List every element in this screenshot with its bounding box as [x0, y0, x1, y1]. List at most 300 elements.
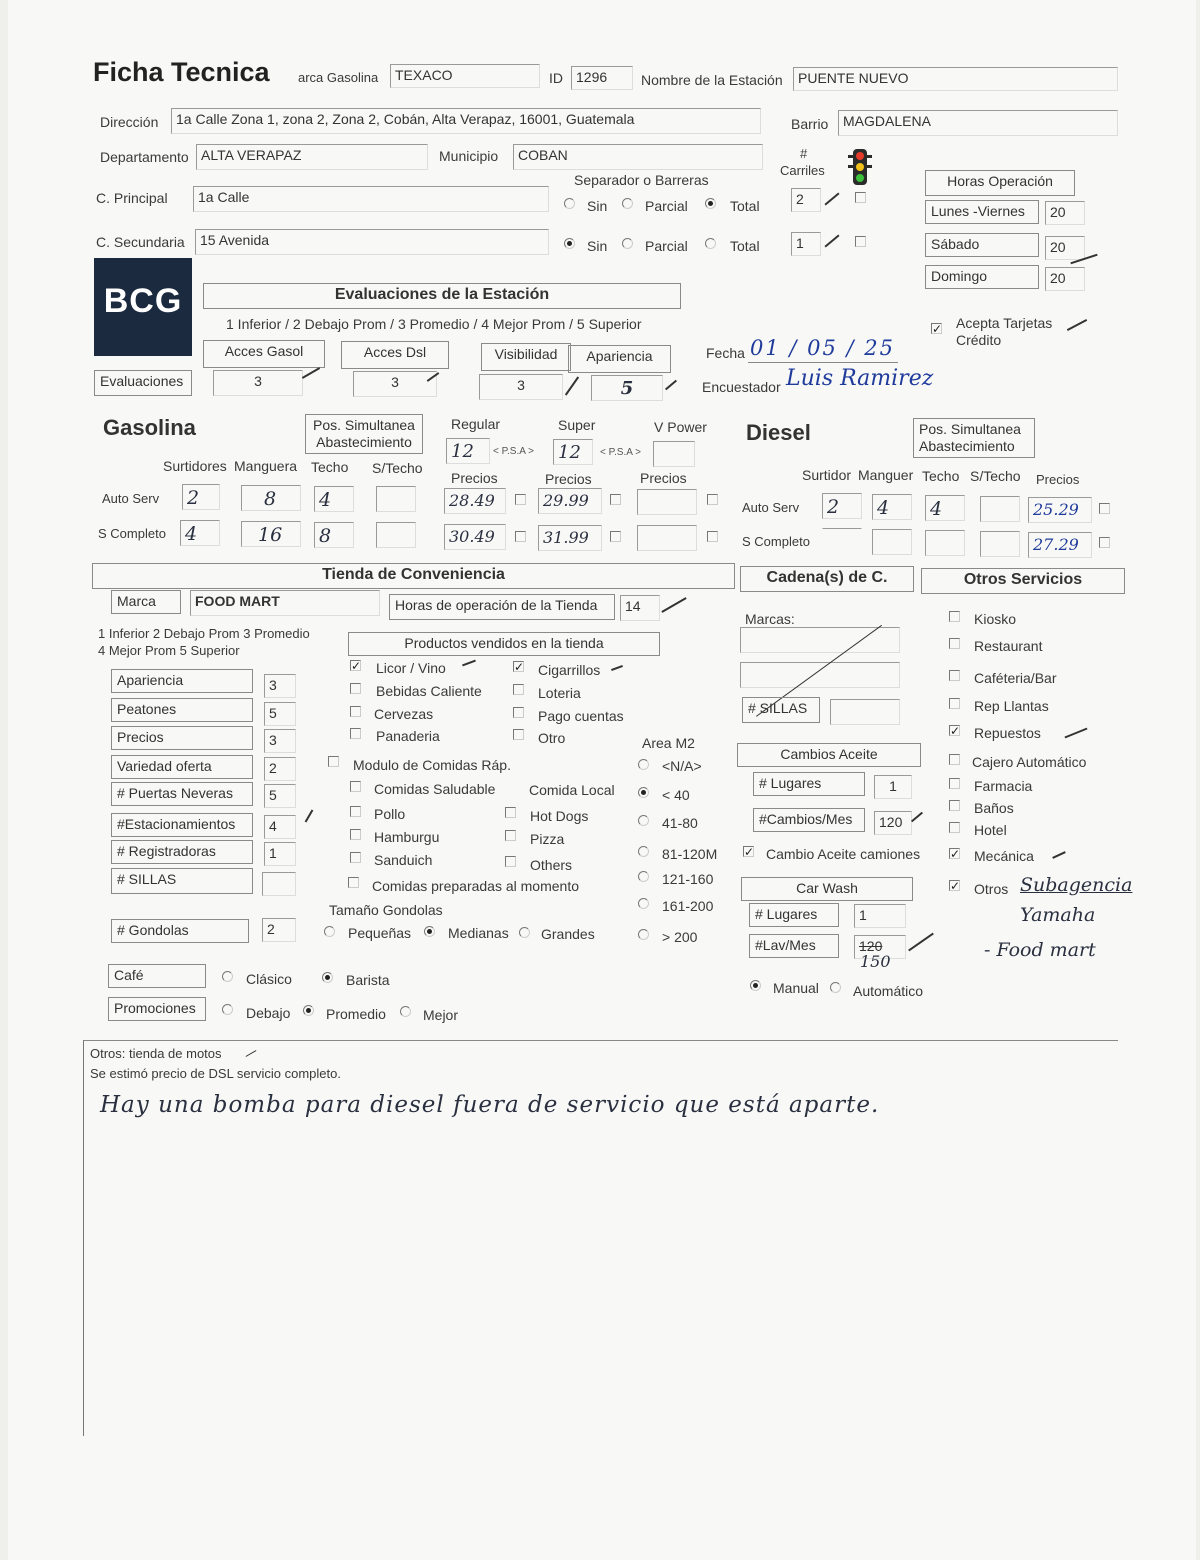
- gas-auto-super-price[interactable]: [538, 488, 602, 514]
- debajo-label: Debajo: [246, 1005, 291, 1021]
- apariencia-value: 5: [620, 378, 634, 399]
- comidas-saludable-checkbox[interactable]: [350, 781, 361, 792]
- cadena-sillas-field[interactable]: [830, 699, 900, 725]
- cambios-mes-label: #Cambios/Mes: [753, 808, 865, 832]
- carwash-lugares-field[interactable]: 1: [854, 904, 906, 928]
- horas-row-label: Lunes -Viernes: [925, 200, 1039, 224]
- cervezas-label: Cervezas: [374, 706, 434, 722]
- area-option: 81-120M: [662, 846, 718, 862]
- precios-regular-label: Precios: [451, 470, 498, 486]
- rating-field-registradoras[interactable]: 1: [264, 842, 296, 866]
- car-wash-title: Car Wash: [741, 877, 913, 901]
- diesel-comp-stecho[interactable]: [980, 531, 1020, 557]
- rating-field-apariencia[interactable]: 3: [264, 674, 296, 698]
- diesel-auto-serv-label: Auto Serv: [742, 500, 800, 515]
- otro-label: Otro: [538, 730, 566, 746]
- area-radio[interactable]: [638, 898, 649, 909]
- nombre-label: Nombre de la Estación: [641, 72, 783, 88]
- pizza-checkbox[interactable]: [505, 830, 516, 841]
- id-field[interactable]: 1296: [571, 66, 633, 90]
- diesel-pos-sim-label: Pos. Simultanea Abastecimiento: [913, 418, 1035, 458]
- gas-comp-vpower-checkbox[interactable]: [707, 531, 718, 542]
- bcg-logo: [94, 258, 192, 356]
- separador2-parcial-label: Parcial: [645, 238, 688, 254]
- gas-comp-super-checkbox[interactable]: [610, 531, 621, 542]
- restaurant-checkbox[interactable]: [949, 638, 960, 649]
- cafe-label: Café: [108, 964, 206, 988]
- municipio-label: Municipio: [439, 148, 499, 164]
- gas-comp-regular-value: 30.49: [449, 527, 495, 546]
- horas-operacion-title: Horas Operación: [925, 170, 1075, 196]
- panaderia-label: Panaderia: [376, 728, 440, 744]
- separador2-sin-label: Sin: [587, 238, 608, 254]
- psa-label: < P.S.A >: [600, 447, 641, 458]
- cadena-sillas-label: # SILLAS: [742, 697, 820, 723]
- traffic-light-icon: [848, 148, 870, 184]
- otros-item-label: Cajero Automático: [972, 754, 1087, 770]
- departamento-field[interactable]: ALTA VERAPAZ: [196, 144, 428, 170]
- productos-title: Productos vendidos en la tienda: [348, 632, 660, 656]
- cervezas-checkbox[interactable]: [350, 706, 361, 717]
- cajero-checkbox[interactable]: [949, 754, 960, 765]
- comidas-prep-checkbox[interactable]: [348, 877, 359, 888]
- super-label: Super: [558, 417, 596, 433]
- col-surtidores: Surtidores: [163, 458, 227, 474]
- gas-auto-techo-value: 4: [319, 489, 332, 511]
- gasolina-title: Gasolina: [103, 415, 196, 440]
- gas-auto-manguera[interactable]: [241, 485, 301, 511]
- mejor-radio[interactable]: [400, 1006, 411, 1017]
- notes-line-2: Se estimó precio de DSL servicio completo.: [90, 1066, 341, 1081]
- gas-auto-techo[interactable]: [314, 486, 354, 512]
- area-radio[interactable]: [638, 846, 649, 857]
- tienda-horas-field[interactable]: 14: [620, 595, 660, 621]
- gondolas-field[interactable]: 2: [262, 918, 296, 942]
- otros-item-label: Mecánica: [974, 848, 1034, 864]
- csecundaria-field[interactable]: 15 Avenida: [195, 229, 549, 255]
- gas-comp-stecho[interactable]: [376, 522, 416, 548]
- gas-comp-regular-checkbox[interactable]: [515, 531, 526, 542]
- otros-item-label: Rep Llantas: [974, 698, 1049, 714]
- carriles-hash: #: [800, 146, 808, 161]
- nombre-field[interactable]: PUENTE NUEVO: [793, 67, 1118, 91]
- clasico-label: Clásico: [246, 971, 292, 987]
- id-label: ID: [549, 70, 563, 86]
- otros-note-yamaha: Yamaha: [1020, 904, 1096, 926]
- pago-cuentas-checkbox[interactable]: [513, 707, 524, 718]
- check-mark: [824, 192, 839, 205]
- col-stecho: S/Techo: [372, 460, 423, 476]
- direccion-field[interactable]: 1a Calle Zona 1, zona 2, Zona 2, Cobán, Alta Verapaz, 16001, Guatemala: [171, 108, 761, 134]
- fecha-underline: [748, 362, 898, 363]
- marca-label: arca Gasolina: [298, 70, 379, 85]
- hot-dogs-label: Hot Dogs: [530, 808, 589, 824]
- clasico-radio[interactable]: [222, 971, 233, 982]
- precios-vpower-label: Precios: [640, 470, 687, 486]
- cambios-aceite-title: Cambios Aceite: [737, 743, 921, 767]
- bebidas-label: Bebidas Caliente: [376, 683, 482, 699]
- barrio-label: Barrio: [791, 116, 829, 132]
- kiosko-checkbox[interactable]: [949, 611, 960, 622]
- auto-serv-label: Auto Serv: [102, 491, 160, 506]
- diesel-title: Diesel: [746, 420, 811, 445]
- evaluaciones-title: Evaluaciones de la Estación: [203, 283, 681, 309]
- diesel-comp-price-checkbox[interactable]: [1099, 537, 1110, 548]
- gas-auto-regular-price[interactable]: [444, 488, 506, 514]
- lav-mes-old-value: 120: [859, 938, 883, 954]
- horas-domingo-field[interactable]: 20: [1045, 267, 1085, 291]
- gas-comp-techo[interactable]: [314, 522, 354, 548]
- col-techo: Techo: [311, 459, 349, 475]
- departamento-label: Departamento: [100, 149, 189, 165]
- marca-field[interactable]: TEXACO: [390, 64, 540, 88]
- otros-note-foodmart: - Food mart: [984, 939, 1096, 961]
- area-radio[interactable]: [638, 929, 649, 940]
- grandes-label: Grandes: [541, 926, 595, 942]
- modulo-comidas-checkbox[interactable]: [328, 756, 339, 767]
- rating-field-precios[interactable]: 3: [264, 729, 296, 753]
- pequenas-label: Pequeñas: [348, 925, 412, 941]
- carriles-row2-checkbox[interactable]: [855, 236, 866, 247]
- otros-item-label: Hotel: [974, 822, 1007, 838]
- horas-sabado-field[interactable]: 20: [1045, 236, 1085, 260]
- rating-label: Peatones: [111, 698, 253, 722]
- sanduich-checkbox[interactable]: [350, 852, 361, 863]
- gas-auto-surtidores-value: 2: [187, 487, 200, 509]
- gas-auto-manguera-value: 8: [264, 488, 277, 510]
- fecha-label: Fecha: [706, 345, 745, 361]
- rating-label: Apariencia: [111, 669, 253, 693]
- otros-checkbox[interactable]: ✓: [950, 879, 961, 893]
- tamano-gondolas-label: Tamaño Gondolas: [329, 902, 443, 918]
- separador-sin-label: Sin: [587, 198, 608, 214]
- cambios-lugares-field[interactable]: 1: [874, 775, 912, 799]
- pago-cuentas-label: Pago cuentas: [538, 708, 624, 724]
- area-radio[interactable]: [638, 815, 649, 826]
- carriles-label: Carriles: [780, 163, 825, 178]
- area-label: Area M2: [642, 735, 695, 751]
- separador-total-label: Total: [730, 198, 760, 214]
- modulo-comidas-label: Modulo de Comidas Ráp.: [353, 757, 511, 773]
- apariencia-label: Apariencia: [568, 345, 671, 373]
- manual-label: Manual: [773, 980, 819, 996]
- mejor-label: Mejor: [423, 1007, 459, 1023]
- check-mark: [665, 380, 677, 391]
- promociones-label: Promociones: [108, 997, 206, 1021]
- diesel-auto-stecho[interactable]: [980, 496, 1020, 522]
- encuestador-value[interactable]: Luis Ramirez: [786, 366, 934, 391]
- diesel-auto-surtidor-value: 2: [827, 496, 840, 518]
- tienda-marca-label: Marca: [111, 590, 181, 614]
- rating-field-sillas[interactable]: [262, 872, 296, 896]
- hot-dogs-checkbox[interactable]: [505, 807, 516, 818]
- bcg-logo-text: BCG: [103, 282, 183, 320]
- gas-comp-surtidores-value: 4: [185, 523, 198, 545]
- lav-mes-new-value: 150: [860, 952, 891, 971]
- hotel-checkbox[interactable]: [949, 822, 960, 833]
- diesel-comp-price[interactable]: [1028, 532, 1092, 558]
- medianas-label: Medianas: [448, 925, 509, 941]
- hamburgu-checkbox[interactable]: [350, 829, 361, 840]
- diesel-auto-price-checkbox[interactable]: [1099, 503, 1110, 514]
- separador-sin-radio[interactable]: [564, 198, 575, 209]
- tienda-title: Tienda de Conveniencia: [92, 563, 735, 589]
- area-option: <N/A>: [662, 758, 702, 774]
- form-sheet: [8, 0, 1196, 1560]
- diesel-col-surtidor: Surtidor: [802, 467, 852, 483]
- otros-item-label: Repuestos: [974, 725, 1041, 741]
- area-option: 41-80: [662, 815, 698, 831]
- rating-label: # SILLAS: [111, 868, 253, 894]
- separador2-total-label: Total: [730, 238, 760, 254]
- tienda-marca-field[interactable]: FOOD MART: [190, 590, 380, 616]
- diesel-auto-surtidor[interactable]: [822, 493, 862, 519]
- diesel-col-manguer: Manguer: [858, 467, 914, 483]
- comidas-saludable-label: Comidas Saludable: [374, 781, 496, 797]
- tienda-scale-1: 1 Inferior 2 Debajo Prom 3 Promedio: [98, 626, 310, 641]
- diesel-col-precios: Precios: [1036, 472, 1080, 487]
- separador2-parcial-radio[interactable]: [622, 238, 633, 249]
- licor-label: Licor / Vino: [376, 660, 446, 676]
- bebidas-checkbox[interactable]: [350, 683, 361, 694]
- gas-comp-super-value: 31.99: [543, 528, 589, 547]
- gas-auto-stecho[interactable]: [376, 486, 416, 512]
- diesel-s-completo-label: S Completo: [742, 534, 810, 549]
- acces-gasol-label: Acces Gasol: [203, 340, 325, 368]
- automatico-label: Automático: [853, 983, 924, 999]
- check-mark: [661, 597, 686, 613]
- acepta-tarjetas-checkbox[interactable]: ✓: [932, 322, 943, 336]
- diesel-comp-manguer[interactable]: [872, 529, 912, 555]
- marca-cadena-field[interactable]: [740, 662, 900, 688]
- marca-cadena-field[interactable]: [740, 627, 900, 653]
- pizza-label: Pizza: [530, 831, 565, 847]
- panaderia-checkbox[interactable]: [350, 728, 361, 739]
- evaluaciones-row-label: Evaluaciones: [94, 370, 192, 396]
- otros-servicios-title: Otros Servicios: [921, 568, 1125, 594]
- check-mark: [1052, 851, 1066, 859]
- acces-dsl-label: Acces Dsl: [341, 341, 449, 369]
- pequenas-radio[interactable]: [324, 926, 335, 937]
- debajo-radio[interactable]: [222, 1004, 233, 1015]
- otros-note-subagencia: Subagencia: [1020, 874, 1133, 896]
- otros-item-label: Farmacia: [974, 778, 1033, 794]
- s-completo-label: S Completo: [98, 526, 166, 541]
- diesel-col-stecho: S/Techo: [970, 468, 1021, 484]
- diesel-auto-techo[interactable]: [925, 495, 965, 521]
- csecundaria-label: C. Secundaria: [96, 234, 185, 250]
- acepta-tarjetas-label: Acepta Tarjetas Crédito: [956, 315, 1053, 348]
- cambios-lugares-label: # Lugares: [753, 772, 865, 796]
- area-radio[interactable]: [638, 787, 649, 798]
- check-mark: [1067, 319, 1087, 331]
- vpower-label: V Power: [654, 419, 707, 435]
- manual-radio[interactable]: [750, 980, 761, 991]
- horas-row-label: Domingo: [925, 265, 1039, 289]
- rating-field-peatones[interactable]: 5: [264, 702, 296, 726]
- comida-local-label: Comida Local: [529, 782, 615, 798]
- medianas-radio[interactable]: [424, 926, 435, 937]
- gas-comp-vpower-price[interactable]: [637, 525, 697, 551]
- gas-comp-super-price[interactable]: [538, 525, 602, 551]
- gas-comp-techo-value: 8: [319, 525, 332, 547]
- area-option: 161-200: [662, 898, 714, 914]
- gas-auto-surtidores[interactable]: [182, 484, 220, 510]
- barrio-field[interactable]: MAGDALENA: [838, 110, 1118, 136]
- rating-label: # Registradoras: [111, 840, 253, 864]
- repuestos-checkbox[interactable]: ✓: [950, 724, 961, 738]
- regular-label: Regular: [451, 416, 501, 432]
- check-mark: [565, 376, 579, 395]
- gas-auto-vpower-price[interactable]: [637, 489, 697, 515]
- rating-label: Precios: [111, 726, 253, 750]
- mecanica-checkbox[interactable]: ✓: [950, 847, 961, 861]
- gas-auto-vpower-checkbox[interactable]: [707, 494, 718, 505]
- gas-comp-surtidores[interactable]: [180, 520, 220, 546]
- farmacia-checkbox[interactable]: [949, 778, 960, 789]
- check-mark: [908, 933, 934, 952]
- others-checkbox[interactable]: [505, 856, 516, 867]
- notes-line-1: Otros: tienda de motos: [90, 1046, 222, 1061]
- tienda-scale-2: 4 Mejor Prom 5 Superior: [98, 643, 240, 658]
- banos-checkbox[interactable]: [949, 800, 960, 811]
- lav-mes-label: #Lav/Mes: [749, 934, 839, 958]
- camiones-label: Cambio Aceite camiones: [766, 846, 921, 862]
- rating-field-variedad[interactable]: 2: [264, 757, 296, 781]
- super-pos-value: 12: [558, 442, 581, 463]
- check-mark: [302, 367, 320, 379]
- regular-pos-value: 12: [451, 441, 474, 462]
- acces-gasol-field[interactable]: 3: [213, 370, 303, 396]
- separador2-sin-radio[interactable]: [564, 238, 575, 249]
- cprincipal-label: C. Principal: [96, 190, 168, 206]
- separador-total-radio[interactable]: [705, 198, 716, 209]
- form-title: Ficha Tecnica: [93, 57, 270, 87]
- otros-item-label: Restaurant: [974, 638, 1043, 654]
- vpower-pos-field[interactable]: [653, 441, 695, 467]
- rating-label: #Estacionamientos: [111, 813, 253, 837]
- barista-radio[interactable]: [322, 972, 333, 983]
- visibilidad-field[interactable]: 3: [479, 374, 563, 400]
- cadenas-title: Cadena(s) de C.: [740, 566, 914, 592]
- separador-label: Separador o Barreras: [574, 172, 709, 188]
- rating-label: # Puertas Neveras: [111, 782, 253, 806]
- rating-label: Variedad oferta: [111, 755, 253, 779]
- area-option: 121-160: [662, 871, 714, 887]
- check-mark: [1064, 728, 1087, 739]
- super-pos-field[interactable]: [553, 439, 593, 465]
- rating-field-estacionamientos[interactable]: 4: [264, 815, 296, 839]
- check-mark: [611, 665, 623, 671]
- area-radio[interactable]: [638, 759, 649, 770]
- check-mark: [824, 234, 839, 247]
- gas-comp-manguera-value: 16: [258, 524, 283, 546]
- others-label: Others: [530, 857, 573, 873]
- sanduich-label: Sanduich: [374, 852, 433, 868]
- encuestador-label: Encuestador: [702, 379, 781, 395]
- diesel-auto-manguer[interactable]: [872, 494, 912, 520]
- diesel-col-techo: Techo: [922, 468, 960, 484]
- psa-label: < P.S.A >: [493, 446, 534, 457]
- diesel-comp-techo[interactable]: [925, 530, 965, 556]
- carriles-row1-checkbox[interactable]: [855, 192, 866, 203]
- acces-dsl-field[interactable]: 3: [353, 371, 437, 397]
- area-option: > 200: [662, 929, 698, 945]
- gas-auto-super-checkbox[interactable]: [610, 494, 621, 505]
- gasolina-pos-sim-label: Pos. Simultanea Abastecimiento: [305, 414, 423, 454]
- otros-item-label: Otros: [974, 881, 1009, 897]
- separador-parcial-label: Parcial: [645, 198, 688, 214]
- diesel-auto-techo-value: 4: [930, 498, 943, 520]
- gas-comp-regular-price[interactable]: [444, 524, 506, 550]
- diesel-auto-price-value: 25.29: [1033, 500, 1079, 519]
- tienda-horas-label: Horas de operación de la Tienda: [389, 594, 615, 620]
- camiones-checkbox[interactable]: ✓: [744, 845, 755, 859]
- gas-auto-regular-checkbox[interactable]: [515, 494, 526, 505]
- marcas-label: Marcas:: [745, 611, 795, 627]
- check-mark: [305, 809, 314, 822]
- fecha-value[interactable]: 01 / 05 / 25: [750, 336, 896, 360]
- rep-llantas-checkbox[interactable]: [949, 698, 960, 709]
- check-mark: [911, 812, 923, 823]
- rating-field-puertas[interactable]: 5: [264, 784, 296, 808]
- diesel-comp-surtidor[interactable]: [822, 528, 862, 554]
- diesel-auto-price[interactable]: [1028, 497, 1092, 523]
- cambios-mes-field[interactable]: 120: [874, 811, 912, 835]
- cigarrillos-checkbox[interactable]: ✓: [514, 660, 525, 674]
- evaluaciones-scale: 1 Inferior / 2 Debajo Prom / 3 Promedio / 4 Mejor Prom / 5 Superior: [226, 316, 642, 332]
- loteria-checkbox[interactable]: [513, 684, 524, 695]
- municipio-field[interactable]: COBAN: [513, 144, 763, 170]
- regular-pos-field[interactable]: [446, 438, 490, 464]
- separador-parcial-radio[interactable]: [622, 198, 633, 209]
- horas-lunes-field[interactable]: 20: [1045, 201, 1085, 225]
- area-radio[interactable]: [638, 871, 649, 882]
- cigarrillos-label: Cigarrillos: [538, 662, 601, 678]
- visibilidad-label: Visibilidad: [481, 343, 571, 371]
- check-mark: [462, 660, 476, 667]
- separador2-total-radio[interactable]: [705, 238, 716, 249]
- carriles-row1-field[interactable]: 2: [791, 188, 821, 212]
- grandes-radio[interactable]: [519, 927, 530, 938]
- pollo-checkbox[interactable]: [350, 806, 361, 817]
- loteria-label: Loteria: [538, 685, 581, 701]
- comidas-prep-label: Comidas preparadas al momento: [372, 878, 579, 894]
- carwash-lugares-label: # Lugares: [749, 903, 839, 927]
- otros-item-label: Kiosko: [974, 611, 1017, 627]
- apariencia-field[interactable]: [591, 375, 663, 401]
- gas-comp-manguera[interactable]: [241, 521, 301, 547]
- horas-row-label: Sábado: [925, 233, 1039, 257]
- otro-checkbox[interactable]: [513, 729, 524, 740]
- automatico-radio[interactable]: [830, 982, 841, 993]
- cprincipal-field[interactable]: 1a Calle: [193, 186, 549, 212]
- promedio-label: Promedio: [326, 1006, 386, 1022]
- gas-auto-regular-value: 28.49: [449, 491, 495, 510]
- barista-label: Barista: [346, 972, 390, 988]
- cafeteria-checkbox[interactable]: [949, 670, 960, 681]
- otros-item-label: Baños: [974, 800, 1014, 816]
- notes-handwritten: Hay una bomba para diesel fuera de servicio que está aparte.: [100, 1092, 880, 1118]
- pollo-label: Pollo: [374, 806, 406, 822]
- gas-auto-super-value: 29.99: [543, 491, 589, 510]
- direccion-label: Dirección: [100, 114, 159, 130]
- promedio-radio[interactable]: [303, 1005, 314, 1016]
- diesel-auto-manguer-value: 4: [877, 497, 890, 519]
- licor-checkbox[interactable]: ✓: [351, 659, 362, 673]
- carriles-row2-field[interactable]: 1: [791, 232, 821, 256]
- precios-super-label: Precios: [545, 471, 592, 487]
